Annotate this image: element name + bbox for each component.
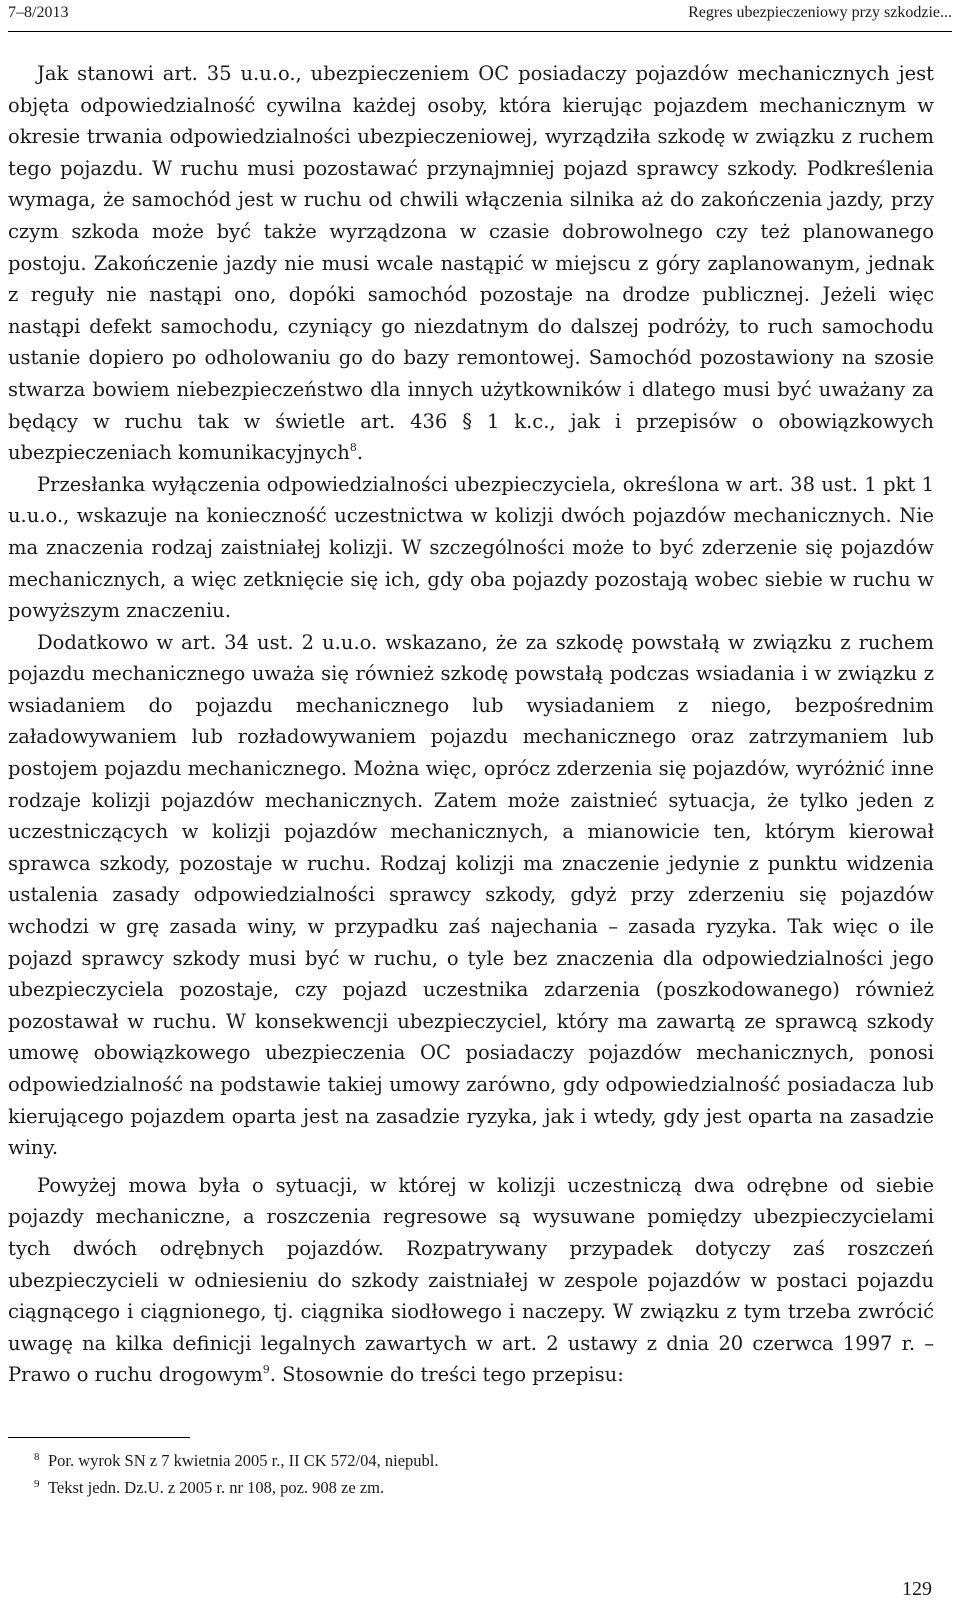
paragraph-text: Dodatkowo w art. 34 ust. 2 u.u.o. wskazano, że za szkodę powstałą w związku z ruchem pojazdu mechanicznego uważa się również szkodę powstałą podczas wsiadania i w związku z wsiadaniem do pojazdu mechanicznego lub wysiadaniem z niego, bezpośrednim załadowywaniem lub rozładowywaniem pojazdu mechanicznego oraz zatrzymaniem lub postojem pojazdu mechanicznego. Można więc, oprócz zderzenia się pojazdów, wyróżnić inne rodzaje kolizji pojazdów mechanicznych. Zatem może zaistnieć sytuacja, że tylko jeden z uczestniczących w kolizji pojazdów mechanicznych, a mianowicie ten, którym kierował sprawca szkody, pozostaje w ruchu. Rodzaj kolizji ma znaczenie jedynie z punktu widzenia ustalenia zasady odpowiedzialności sprawcy szkody, gdyż przy zderzeniu się pojazdów wchodzi w grę zasada winy, w przypadku zaś najechania – zasada ryzyka. Tak więc o ile pojazd sprawcy szkody musi być w ruchu, o tyle bez znaczenia dla odpowiedzialności jego ubezpieczyciela pozostaje, czy pojazd uczestnika zdarzenia (poszkodowanego) również pozostawał w ruchu. W konsekwencji ubezpieczyciel, który ma zawartą ze sprawcą szkody umowę obowiązkowego ubezpieczenia OC posiadaczy pojazdów mechanicznych, ponosi odpowiedzialność na podstawie takiej umowy zarówno, gdy odpowiedzialność posiadacza lub kierującego pojazdem oparta jest na zasadzie ryzyka, jak i wtedy, gdy jest oparta na zasadzie winy. [8, 630, 934, 1160]
running-header [8, 4, 952, 30]
footnote-rule [8, 1437, 190, 1438]
paragraph-1 [8, 58, 934, 469]
footnote-ref-8[interactable]: 8 [349, 440, 357, 454]
header-issue: 7–8/2013 [8, 4, 69, 21]
header-rule [8, 31, 952, 32]
paragraph-text: . Stosownie do treści tego przepisu: [269, 1363, 624, 1387]
body-text [8, 58, 934, 1391]
paragraph-text: Jak stanowi art. 35 u.u.o., ubezpieczeniem OC posiadaczy pojazdów mechanicznych jest objęta odpowiedzialność cywilna każdej osoby, która kierując pojazdem mechanicznym w okresie trwania odpowiedzialności ubezpieczeniowej, wyrządziła szkodę w związku z ruchem tego pojazdu. W ruchu musi pozostawać przynajmniej pojazd sprawcy szkody. Podkreślenia wymaga, że samochód jest w ruchu od chwili włączenia silnika aż do zakończenia jazdy, przy czym szkoda może być także wyrządzona w czasie dobrowolnego czy też planowanego postoju. Zakończenie jazdy nie musi wcale nastąpić w miejscu z góry zaplanowanym, jednak z reguły nie nastąpi ono, dopóki samochód pozostaje na drodze publicznej. Jeżeli więc nastąpi defekt samochodu, czyniący go niezdatnym do dalszej podróży, to ruch samochodu ustanie dopiero po odholowaniu go do bazy remontowej. Samochód pozostawiony na szosie stwarza bowiem niebezpieczeństwo dla innych użytkowników i dlatego musi być uważany za będący w ruchu tak w świetle art. 436 § 1 k.c., jak i przepisów o obowiązkowych ubezpieczeniach komunikacyjnych [8, 62, 934, 465]
footnote-ref-9[interactable]: 9 [262, 1362, 270, 1376]
header-title: Regres ubezpieczeniowy przy szkodzie... [688, 4, 952, 21]
paragraph-2 [8, 469, 934, 627]
paragraph-text: . [356, 441, 364, 465]
footnote-text: Tekst jedn. Dz.U. z 2005 r. nr 108, poz. 908 ze zm. [48, 1478, 385, 1497]
footnotes [34, 1447, 934, 1501]
page-number: 129 [902, 1578, 932, 1600]
paragraph-4 [8, 1170, 934, 1391]
footnote-9 [34, 1474, 934, 1501]
paragraph-text: Przesłanka wyłączenia odpowiedzialności ubezpieczyciela, określona w art. 38 ust. 1 pkt 1 u.u.o., wskazuje na konieczność uczestnictwa w kolizji dwóch pojazdów mechanicznych. Nie ma znaczenia rodzaj zaistniałej kolizji. W szczególności może to być zderzenie się pojazdów mechanicznych, a więc zetknięcie się ich, gdy oba pojazdy pozostają wobec siebie w ruchu w powyższym znaczeniu. [8, 472, 934, 623]
paragraph-text: Powyżej mowa była o sytuacji, w której w kolizji uczestniczą dwa odrębne od siebie pojazdy mechaniczne, a roszczenia regresowe są wysuwane pomiędzy ubezpieczycielami tych dwóch odrębnych pojazdów. Rozpatrywany przypadek dotyczy zaś roszczeń ubezpieczycieli w odniesieniu do szkody zaistniałej w zespole pojazdów w postaci pojazdu ciągnącego i ciągnionego, tj. ciągnika siodłowego i naczepy. W związku z tym trzeba zwrócić uwagę na kilka definicji legalnych zawartych w art. 2 ustawy z dnia 20 czerwca 1997 r. – Prawo o ruchu drogowym [8, 1173, 934, 1387]
paragraph-3 [8, 627, 934, 1164]
footnote-8 [34, 1447, 934, 1474]
footnote-number: 9 [34, 1478, 40, 1490]
footnote-text: Por. wyrok SN z 7 kwietnia 2005 r., II CK 572/04, niepubl. [48, 1451, 439, 1470]
footnote-number: 8 [34, 1451, 40, 1463]
